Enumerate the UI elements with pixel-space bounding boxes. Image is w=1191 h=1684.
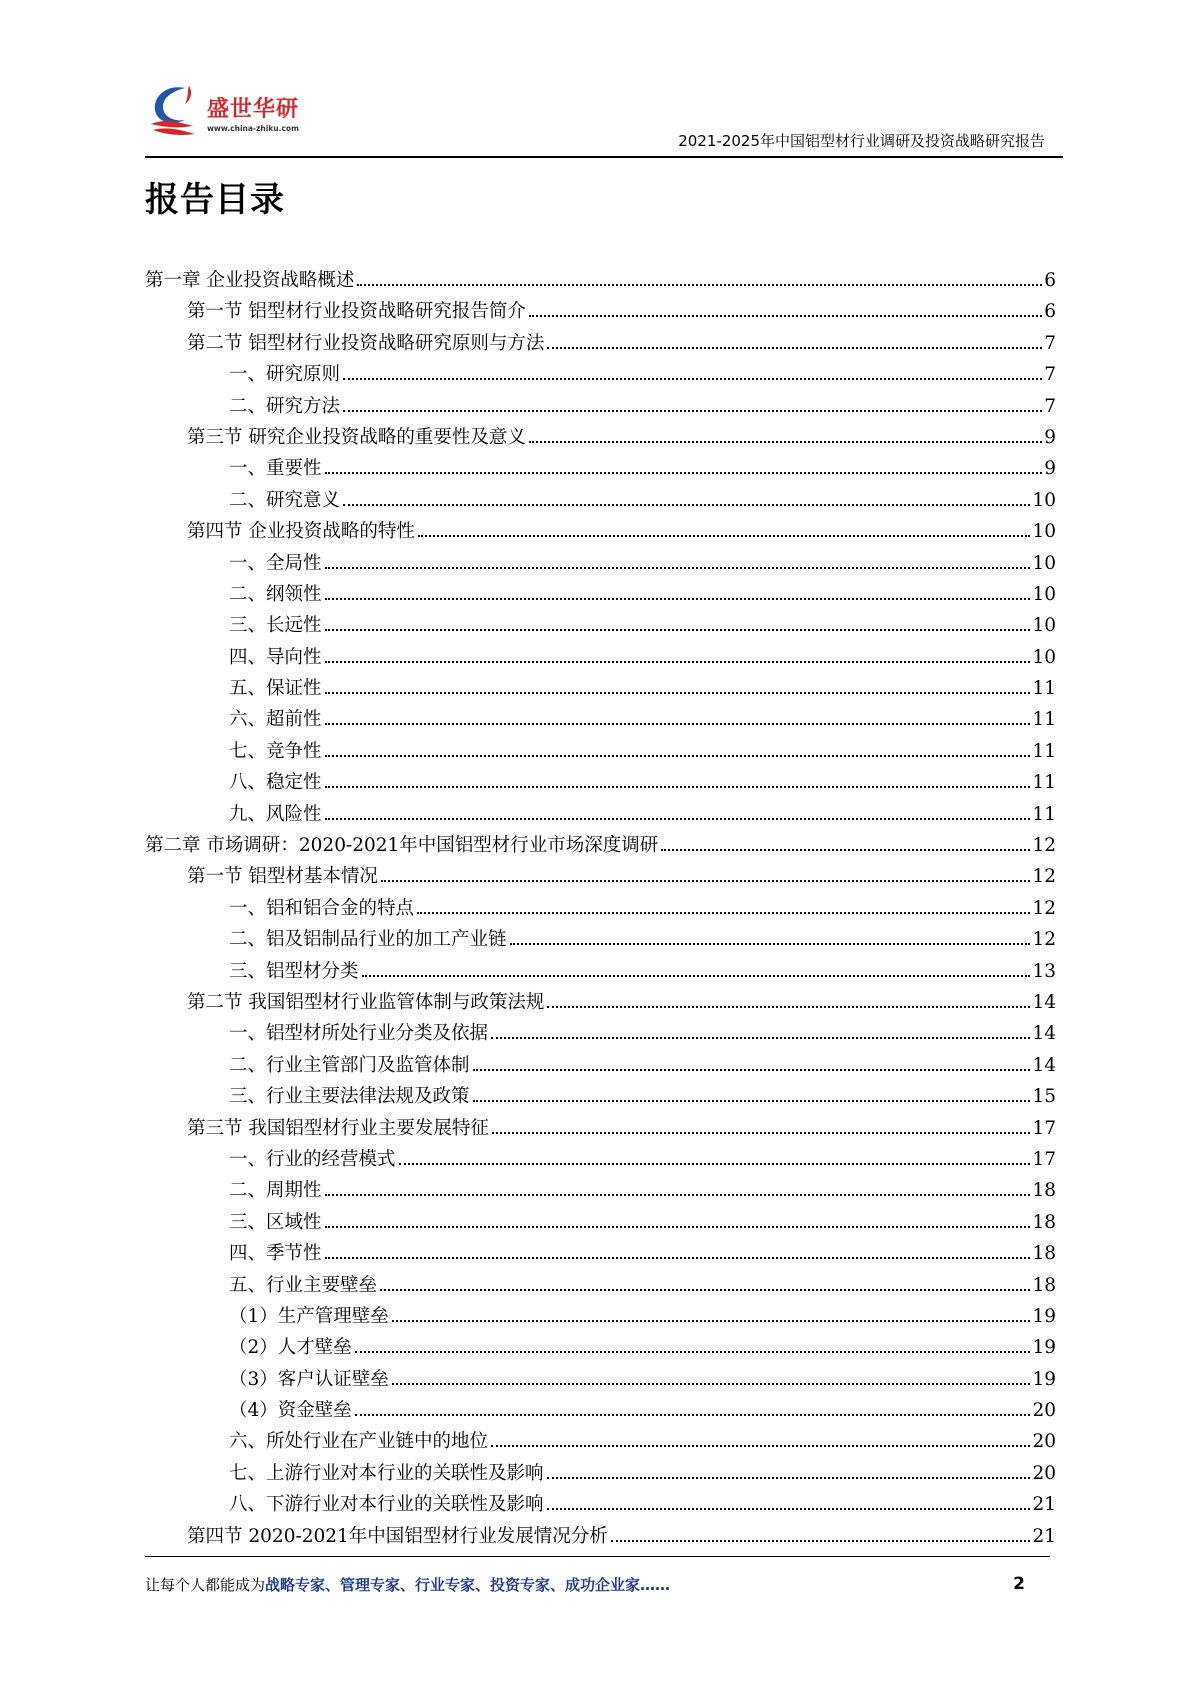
toc-entry-label: （1）生产管理壁垒 <box>229 1305 389 1327</box>
toc-entry[interactable] <box>145 1018 1056 1049</box>
toc-entry-label: 五、保证性 <box>229 678 322 700</box>
toc-entry-page: 20 <box>1032 1400 1056 1422</box>
toc-entry-label: 七、上游行业对本行业的关联性及影响 <box>229 1462 544 1484</box>
toc-entry[interactable] <box>145 956 1056 987</box>
toc-entry-label: 三、铝型材分类 <box>229 960 359 982</box>
toc-leader-dots <box>492 1132 1031 1134</box>
toc-leader-dots <box>611 1540 1031 1542</box>
toc-entry[interactable] <box>145 579 1056 610</box>
toc-entry[interactable] <box>145 1521 1056 1552</box>
toc-leader-dots <box>491 1445 1030 1447</box>
toc-entry[interactable] <box>145 924 1056 955</box>
toc-leader-dots <box>529 315 1042 317</box>
toc-leader-dots <box>325 692 1031 694</box>
toc-entry-page: 17 <box>1032 1117 1056 1139</box>
toc-entry-label: 二、周期性 <box>229 1180 322 1202</box>
toc-entry-label: 一、重要性 <box>229 458 322 480</box>
toc-entry-page: 18 <box>1032 1180 1056 1202</box>
toc-entry-page: 7 <box>1044 364 1056 386</box>
logo-name: 盛世华研 <box>207 97 300 122</box>
toc-leader-dots <box>399 1163 1031 1165</box>
toc-entry-page: 9 <box>1044 426 1056 448</box>
toc-entry-label: 二、铝及铝制品行业的加工产业链 <box>229 929 507 951</box>
toc-entry[interactable] <box>145 1426 1056 1457</box>
toc-entry-label: 第一节 铝型材行业投资战略研究报告简介 <box>187 301 526 323</box>
toc-entry-page: 6 <box>1044 301 1056 323</box>
toc-entry-page: 10 <box>1032 583 1056 605</box>
toc-entry[interactable] <box>145 673 1056 704</box>
toc-entry[interactable] <box>145 1144 1056 1175</box>
toc-entry-page: 12 <box>1032 897 1056 919</box>
footer-slogan-roles: 战略专家、管理专家、行业专家、投资专家、成功企业家…… <box>265 1576 671 1594</box>
toc-leader-dots <box>325 1194 1031 1196</box>
toc-entry[interactable] <box>145 704 1056 735</box>
toc-entry-page: 13 <box>1032 960 1056 982</box>
toc-leader-dots <box>547 1006 1030 1008</box>
toc-leader-dots <box>473 1100 1031 1102</box>
toc-leader-dots <box>418 535 1031 537</box>
toc-entry-page: 18 <box>1032 1243 1056 1265</box>
toc-entry[interactable] <box>145 1395 1056 1426</box>
toc-entry-page: 20 <box>1032 1462 1056 1484</box>
toc-leader-dots <box>547 1508 1031 1510</box>
toc-entry-page: 20 <box>1032 1431 1056 1453</box>
logo-url: www.china-zhiku.com <box>207 124 299 133</box>
toc-entry-page: 14 <box>1032 1054 1056 1076</box>
logo-icon <box>145 82 207 142</box>
toc-leader-dots <box>547 347 1042 349</box>
report-title: 2021-2025年中国铝型材行业调研及投资战略研究报告 <box>678 132 1045 150</box>
toc-leader-dots <box>661 849 1030 851</box>
toc-entry-page: 11 <box>1032 740 1056 762</box>
page-title: 报告目录 <box>145 180 285 220</box>
toc-leader-dots <box>355 1414 1031 1416</box>
toc-entry-label: 第三节 研究企业投资战略的重要性及意义 <box>187 426 526 448</box>
toc-entry-label: 二、行业主管部门及监管体制 <box>229 1054 470 1076</box>
toc-entry[interactable] <box>145 1458 1056 1489</box>
toc-leader-dots <box>355 1351 1031 1353</box>
toc-entry[interactable] <box>145 1489 1056 1520</box>
toc-entry[interactable] <box>145 359 1056 390</box>
toc-entry-label: 一、铝和铝合金的特点 <box>229 897 415 919</box>
toc-entry-page: 19 <box>1032 1305 1056 1327</box>
toc-entry-label: 六、超前性 <box>229 709 322 731</box>
toc-leader-dots <box>343 504 1030 506</box>
toc-entry-label: 第二章 市场调研：2020-2021年中国铝型材行业市场深度调研 <box>145 835 659 857</box>
footer-divider <box>145 1556 1050 1557</box>
toc-entry-page: 7 <box>1044 395 1056 417</box>
toc-entry[interactable] <box>145 1175 1056 1206</box>
toc-entry-page: 15 <box>1032 1086 1056 1108</box>
toc-entry[interactable] <box>145 610 1056 641</box>
toc-entry[interactable] <box>145 987 1056 1018</box>
toc-entry[interactable] <box>145 1301 1056 1332</box>
toc-leader-dots <box>510 943 1031 945</box>
toc-entry[interactable] <box>145 767 1056 798</box>
toc-entry-page: 21 <box>1032 1525 1056 1547</box>
toc-entry[interactable] <box>145 861 1056 892</box>
toc-entry-label: 一、铝型材所处行业分类及依据 <box>229 1023 489 1045</box>
toc-entry[interactable] <box>145 1207 1056 1238</box>
toc-entry-page: 11 <box>1032 678 1056 700</box>
toc-leader-dots <box>392 1383 1031 1385</box>
toc-entry-page: 18 <box>1032 1211 1056 1233</box>
toc-entry[interactable] <box>145 1113 1056 1144</box>
toc-entry[interactable] <box>145 736 1056 767</box>
toc-leader-dots <box>381 880 1031 882</box>
toc-entry-label: 第四节 2020-2021年中国铝型材行业发展情况分析 <box>187 1525 608 1547</box>
toc-entry-label: 三、行业主要法律法规及政策 <box>229 1086 470 1108</box>
toc-leader-dots <box>491 1037 1030 1039</box>
toc-leader-dots <box>343 378 1042 380</box>
toc-entry-label: 二、纲领性 <box>229 583 322 605</box>
toc-entry[interactable] <box>145 642 1056 673</box>
toc-leader-dots <box>362 975 1031 977</box>
toc-entry[interactable] <box>145 1238 1056 1269</box>
toc-entry-page: 14 <box>1032 1023 1056 1045</box>
toc-entry-page: 19 <box>1032 1337 1056 1359</box>
toc-entry-label: 第四节 企业投资战略的特性 <box>187 521 415 543</box>
toc-entry-label: 三、区域性 <box>229 1211 322 1233</box>
toc-entry-page: 10 <box>1032 552 1056 574</box>
toc-entry[interactable] <box>145 485 1056 516</box>
toc-entry-label: 四、季节性 <box>229 1243 322 1265</box>
toc-leader-dots <box>325 472 1043 474</box>
toc-entry[interactable] <box>145 328 1056 359</box>
toc-entry-label: （2）人才壁垒 <box>229 1337 352 1359</box>
toc-entry[interactable] <box>145 296 1056 327</box>
toc-leader-dots <box>325 786 1031 788</box>
toc-entry-page: 19 <box>1032 1368 1056 1390</box>
toc-entry-label: 四、导向性 <box>229 646 322 668</box>
footer-slogan-lead: 让每个人都能成为 <box>145 1576 266 1594</box>
toc-entry-page: 11 <box>1032 803 1056 825</box>
toc-entry-label: 第一章 企业投资战略概述 <box>145 270 355 291</box>
toc-entry-label: 一、全局性 <box>229 552 322 574</box>
toc-entry-page: 12 <box>1032 866 1056 888</box>
toc-entry-label: 二、研究方法 <box>229 395 341 417</box>
toc-entry-label: 八、稳定性 <box>229 772 322 794</box>
toc-entry[interactable] <box>145 830 1056 861</box>
toc-entry-page: 12 <box>1032 929 1056 951</box>
toc-entry[interactable] <box>145 453 1056 484</box>
toc-leader-dots <box>392 1320 1031 1322</box>
toc-entry-label: 第二节 铝型材行业投资战略研究原则与方法 <box>187 332 545 354</box>
toc-leader-dots <box>357 284 1042 286</box>
toc-leader-dots <box>325 723 1031 725</box>
toc-leader-dots <box>325 598 1031 600</box>
toc-entry-label: 七、竞争性 <box>229 740 322 762</box>
toc-entry-label: （3）客户认证壁垒 <box>229 1368 389 1390</box>
toc-entry[interactable] <box>145 422 1056 453</box>
toc-entry-label: 九、风险性 <box>229 803 322 825</box>
toc-entry[interactable] <box>145 1050 1056 1081</box>
toc-leader-dots <box>473 1069 1031 1071</box>
toc-entry[interactable] <box>145 1270 1056 1301</box>
toc-entry-page: 12 <box>1032 835 1056 857</box>
toc-entry-page: 17 <box>1032 1148 1056 1170</box>
toc-entry-page: 11 <box>1032 709 1056 731</box>
toc-entry-page: 6 <box>1044 270 1056 291</box>
header-divider <box>145 156 1063 158</box>
toc-entry[interactable] <box>145 265 1056 296</box>
toc-entry-page: 14 <box>1032 991 1056 1013</box>
toc-leader-dots <box>325 661 1031 663</box>
toc-entry-label: 一、研究原则 <box>229 364 341 386</box>
toc-leader-dots <box>547 1477 1031 1479</box>
toc-leader-dots <box>380 1289 1030 1291</box>
toc-leader-dots <box>417 912 1030 914</box>
toc-entry-label: 一、行业的经营模式 <box>229 1148 396 1170</box>
toc-entry-page: 7 <box>1044 332 1056 354</box>
toc-entry[interactable] <box>145 1081 1056 1112</box>
toc-entry-page: 21 <box>1032 1494 1056 1516</box>
toc-leader-dots <box>325 818 1031 820</box>
table-of-contents <box>145 265 1056 1552</box>
toc-entry-page: 10 <box>1032 489 1056 511</box>
toc-entry-label: 五、行业主要壁垒 <box>229 1274 378 1296</box>
toc-entry-page: 9 <box>1044 458 1056 480</box>
toc-leader-dots <box>529 441 1042 443</box>
toc-entry-label: 六、所处行业在产业链中的地位 <box>229 1431 489 1453</box>
company-logo <box>145 82 335 148</box>
toc-entry[interactable] <box>145 799 1056 830</box>
page-footer <box>145 1574 1025 1595</box>
page-number: 2 <box>1013 1574 1025 1594</box>
toc-entry[interactable] <box>145 1364 1056 1395</box>
toc-entry[interactable] <box>145 548 1056 579</box>
toc-leader-dots <box>325 629 1031 631</box>
toc-entry-label: 二、研究意义 <box>229 489 341 511</box>
toc-entry-label: 第二节 我国铝型材行业监管体制与政策法规 <box>187 991 545 1013</box>
toc-entry-page: 10 <box>1032 646 1056 668</box>
toc-entry-page: 10 <box>1032 521 1056 543</box>
toc-entry-label: 第一节 铝型材基本情况 <box>187 866 378 888</box>
toc-entry-page: 11 <box>1032 772 1056 794</box>
toc-leader-dots <box>343 410 1042 412</box>
toc-leader-dots <box>325 1257 1031 1259</box>
toc-leader-dots <box>325 567 1031 569</box>
toc-entry-page: 10 <box>1032 615 1056 637</box>
toc-entry[interactable] <box>145 391 1056 422</box>
page-header <box>145 78 1063 158</box>
toc-leader-dots <box>325 1226 1031 1228</box>
toc-entry-label: 第三节 我国铝型材行业主要发展特征 <box>187 1117 489 1139</box>
toc-entry-label: 八、下游行业对本行业的关联性及影响 <box>229 1494 544 1516</box>
toc-entry[interactable] <box>145 893 1056 924</box>
toc-entry-label: （4）资金壁垒 <box>229 1400 352 1422</box>
toc-entry-page: 18 <box>1032 1274 1056 1296</box>
toc-entry-label: 三、长远性 <box>229 615 322 637</box>
toc-entry[interactable] <box>145 1332 1056 1363</box>
toc-leader-dots <box>325 755 1031 757</box>
toc-entry[interactable] <box>145 516 1056 547</box>
